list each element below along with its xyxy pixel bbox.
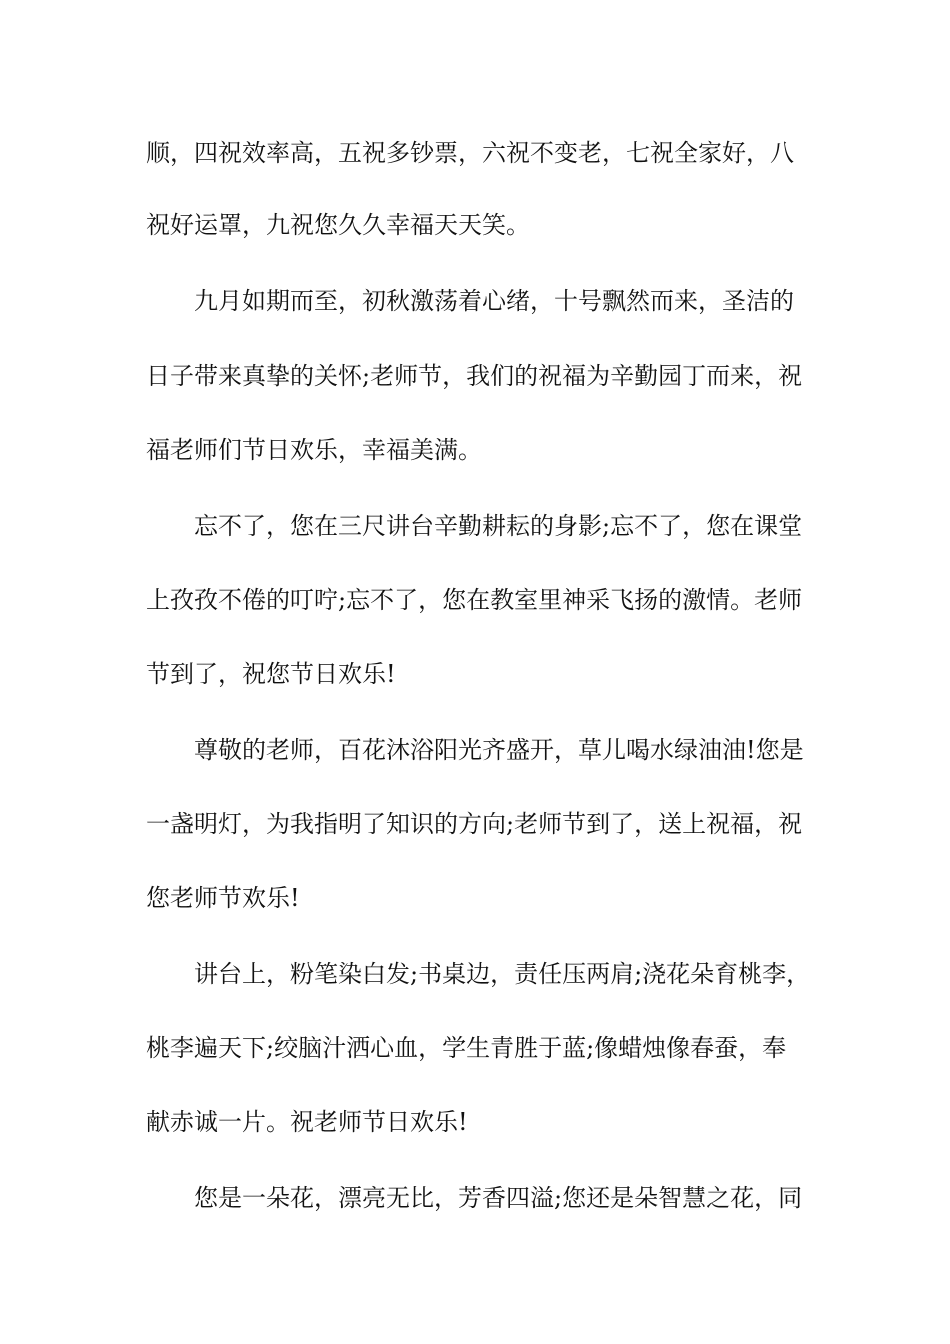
text-line: 日子带来真挚的关怀;老师节，我们的祝福为辛勤园丁而来，祝 [146, 362, 803, 390]
paragraph-first-line: 九月如期而至，初秋激荡着心绪，十号飘然而来，圣洁的 [194, 287, 794, 315]
text-line: 一盏明灯，为我指明了知识的方向;老师节到了，送上祝福，祝 [146, 810, 803, 838]
text-line: 顺，四祝效率高，五祝多钞票，六祝不变老，七祝全家好，八 [146, 139, 794, 167]
paragraph-first-line: 您是一朵花，漂亮无比，芳香四溢;您还是朵智慧之花，同 [194, 1184, 803, 1212]
text-line: 福老师们节日欢乐，幸福美满。 [146, 436, 482, 464]
paragraph-first-line: 讲台上，粉笔染白发;书桌边，责任压两肩;浇花朵育桃李， [194, 960, 811, 988]
text-line: 节到了，祝您节日欢乐! [146, 660, 396, 688]
text-line: 您老师节欢乐! [146, 884, 300, 912]
paragraph-first-line: 尊敬的老师，百花沐浴阳光齐盛开，草儿喝水绿油油!您是 [194, 736, 804, 764]
text-line: 献赤诚一片。祝老师节日欢乐! [146, 1108, 468, 1136]
text-line: 祝好运罩，九祝您久久幸福天天笑。 [146, 211, 530, 239]
text-line: 上孜孜不倦的叮咛;忘不了，您在教室里神采飞扬的激情。老师 [146, 586, 803, 614]
text-line: 桃李遍天下;绞脑汁洒心血，学生青胜于蓝;像蜡烛像春蚕，奉 [146, 1034, 787, 1062]
paragraph-first-line: 忘不了，您在三尺讲台辛勤耕耘的身影;忘不了，您在课堂 [194, 512, 803, 540]
